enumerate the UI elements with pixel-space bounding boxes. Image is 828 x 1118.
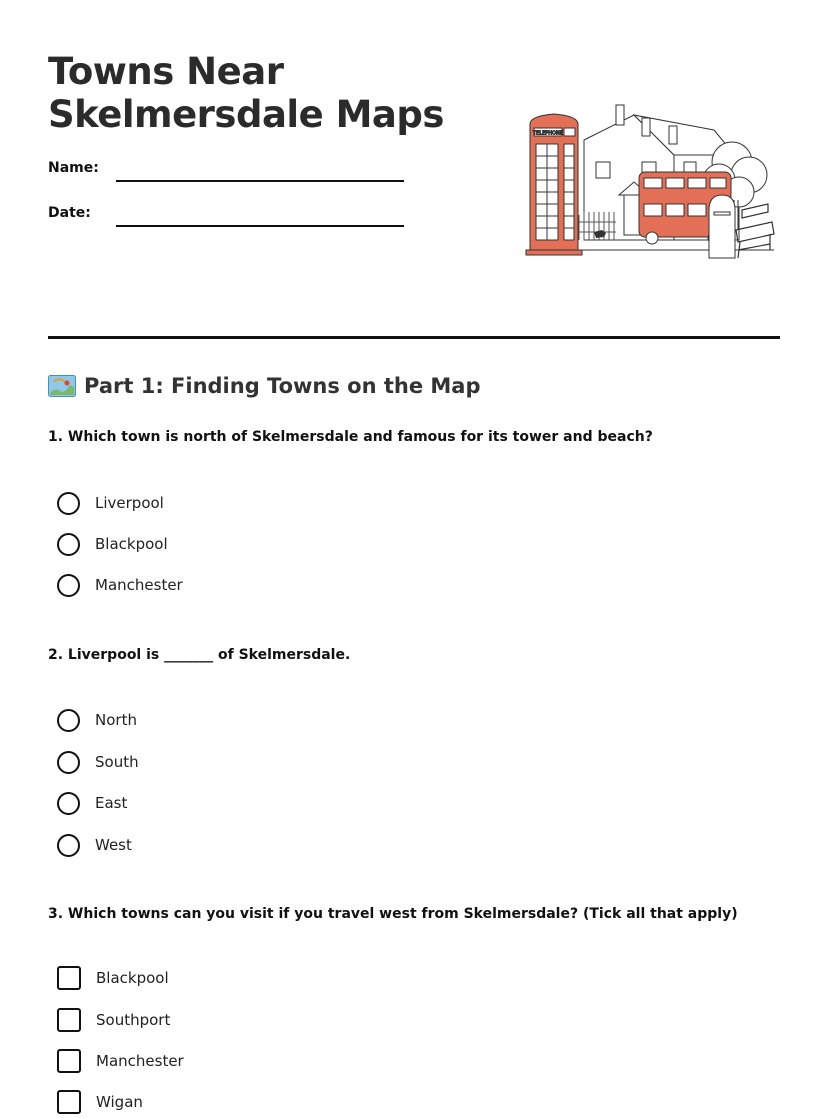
question-2: 2. Liverpool is _______ of Skelmersdale. <box>48 647 351 663</box>
checkbox[interactable] <box>57 1049 81 1073</box>
option-label: West <box>95 836 132 854</box>
q3-option-manchester[interactable] <box>57 1048 184 1074</box>
q3-option-southport[interactable] <box>57 1007 170 1033</box>
option-label: Liverpool <box>95 494 164 512</box>
option-label: Manchester <box>95 576 183 594</box>
radio-button[interactable] <box>57 533 80 556</box>
option-label: Southport <box>96 1011 171 1029</box>
option-label: East <box>95 794 128 812</box>
checkbox[interactable] <box>57 966 81 990</box>
q2-option-east[interactable] <box>57 790 127 816</box>
q2-option-west[interactable] <box>57 832 132 858</box>
option-label: Blackpool <box>96 969 169 987</box>
date-label: Date: <box>48 205 91 221</box>
radio-button[interactable] <box>57 709 80 732</box>
radio-button[interactable] <box>57 574 80 597</box>
radio-button[interactable] <box>57 834 80 857</box>
radio-button[interactable] <box>57 492 80 515</box>
name-label: Name: <box>48 160 99 176</box>
option-label: Wigan <box>96 1093 143 1111</box>
option-label: Blackpool <box>95 535 168 553</box>
town-street-illustration <box>524 100 776 265</box>
q1-option-manchester[interactable] <box>57 572 183 598</box>
q2-option-north[interactable] <box>57 707 137 733</box>
radio-button[interactable] <box>57 751 80 774</box>
map-icon <box>48 375 76 397</box>
section-divider <box>48 336 780 339</box>
q1-option-liverpool[interactable] <box>57 490 164 516</box>
q2-option-south[interactable] <box>57 749 139 775</box>
checkbox[interactable] <box>57 1090 81 1114</box>
part1-heading-text: Part 1: Finding Towns on the Map <box>84 374 481 398</box>
option-label: North <box>95 711 137 729</box>
q1-option-blackpool[interactable] <box>57 531 168 557</box>
checkbox[interactable] <box>57 1008 81 1032</box>
option-label: South <box>95 753 139 771</box>
radio-button[interactable] <box>57 792 80 815</box>
name-field[interactable] <box>116 180 404 182</box>
worksheet-title: Towns Near Skelmersdale Maps <box>48 50 444 136</box>
option-label: Manchester <box>96 1052 184 1070</box>
phone-box-sign: TELEPHONE <box>533 130 563 137</box>
question-3: 3. Which towns can you visit if you travel west from Skelmersdale? (Tick all that apply) <box>48 906 738 922</box>
part1-heading <box>48 374 481 398</box>
date-field[interactable] <box>116 225 404 227</box>
question-1: 1. Which town is north of Skelmersdale and famous for its tower and beach? <box>48 429 653 445</box>
q3-option-blackpool[interactable] <box>57 965 169 991</box>
q3-option-wigan[interactable] <box>57 1089 143 1115</box>
